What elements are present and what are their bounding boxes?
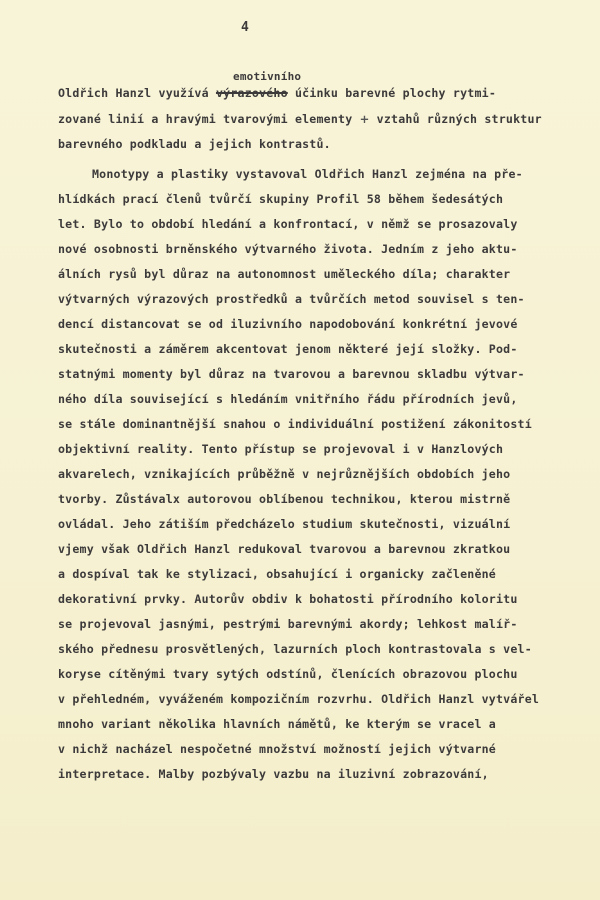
text-line — [58, 112, 542, 126]
text-line: se projevoval jasnými, pestrými barevnými akordy; lehkost malíř- — [58, 617, 518, 631]
text-line: koryse cítěnými tvary sytých odstínů, členících obrazovou plochu — [58, 667, 518, 681]
text-line: álních rysů byl důraz na autonomnost uměleckého díla; charakter — [58, 267, 511, 281]
text-fragment: účinku barevné plochy rytmi- — [287, 86, 497, 100]
struck-word: výrazového — [215, 86, 288, 100]
text-line: v nichž nacházel nespočetné množství možností jejich výtvarné — [58, 742, 496, 756]
text-line: barevného podkladu a jejich kontrastů. — [58, 137, 331, 151]
text-fragment: vztahů různých struktur — [369, 112, 542, 126]
text-line: a dospíval tak ke stylizaci, obsahující i organicky začleněné — [58, 567, 496, 581]
text-line: objektivní reality. Tento přístup se projevoval i v Hanzlových — [58, 442, 504, 456]
text-line: ského přednesu prosvětlených, lazurních ploch kontrastovala s vel- — [58, 642, 532, 656]
text-line: mnoho variant několika hlavních námětů, ke kterým se vracel a — [58, 717, 496, 731]
text-line: dencí distancovat se od iluzivního napodobování konkrétní jevové — [58, 317, 518, 331]
text-line: v přehledném, vyváženém kompozičním rozvrhu. Oldřich Hanzl vytvářel — [58, 692, 540, 706]
text-line: let. Bylo to období hledání a konfrontací, v němž se prosazovaly — [58, 217, 518, 231]
handwritten-mark: + — [359, 112, 370, 126]
text-line: hlídkách prací členů tvůrčí skupiny Profil 58 během šedesátých — [58, 192, 504, 206]
text-line: se stále dominantnější snahou o individuální postižení zákonitostí — [58, 417, 532, 431]
page-number: 4 — [241, 20, 250, 35]
text-line: akvarelech, vznikajících průběžně v nejrůznějších obdobích jeho — [58, 467, 511, 481]
text-line: interpretace. Malby pozbývaly vazbu na iluzivní zobrazování, — [58, 767, 489, 781]
text-line: tvorby. Zůstávalx autorovou oblíbenou technikou, kterou mistrně — [58, 492, 511, 506]
inserted-word: emotivního — [233, 70, 302, 83]
text-fragment: zované linií a hravými tvarovými elementy — [58, 112, 360, 126]
text-line: dekorativní prvky. Autorův obdiv k bohatosti přírodního koloritu — [58, 592, 518, 606]
text-line: ovládal. Jeho zátiším předcházelo studium skutečnosti, vizuální — [58, 517, 511, 531]
text-line: výtvarných výrazových prostředků a tvůrčích metod souvisel s ten- — [58, 292, 525, 306]
text-line: skutečnosti a záměrem akcentovat jenom některé její složky. Pod- — [58, 342, 518, 356]
text-line: Monotypy a plastiky vystavoval Oldřich Hanzl zejména na pře- — [92, 167, 523, 181]
text-line: ného díla související s hledáním vnitřního řádu přírodních jevů, — [58, 392, 518, 406]
text-line: statnými momenty byl důraz na tvarovou a barevnou skladbu výtvar- — [58, 367, 525, 381]
text-line: vjemy však Oldřich Hanzl redukoval tvarovou a barevnou zkratkou — [58, 542, 511, 556]
text-line — [58, 86, 496, 100]
text-line: nové osobnosti brněnského výtvarného života. Jedním z jeho aktu- — [58, 242, 518, 256]
text-fragment: Oldřich Hanzl využívá — [58, 86, 216, 100]
